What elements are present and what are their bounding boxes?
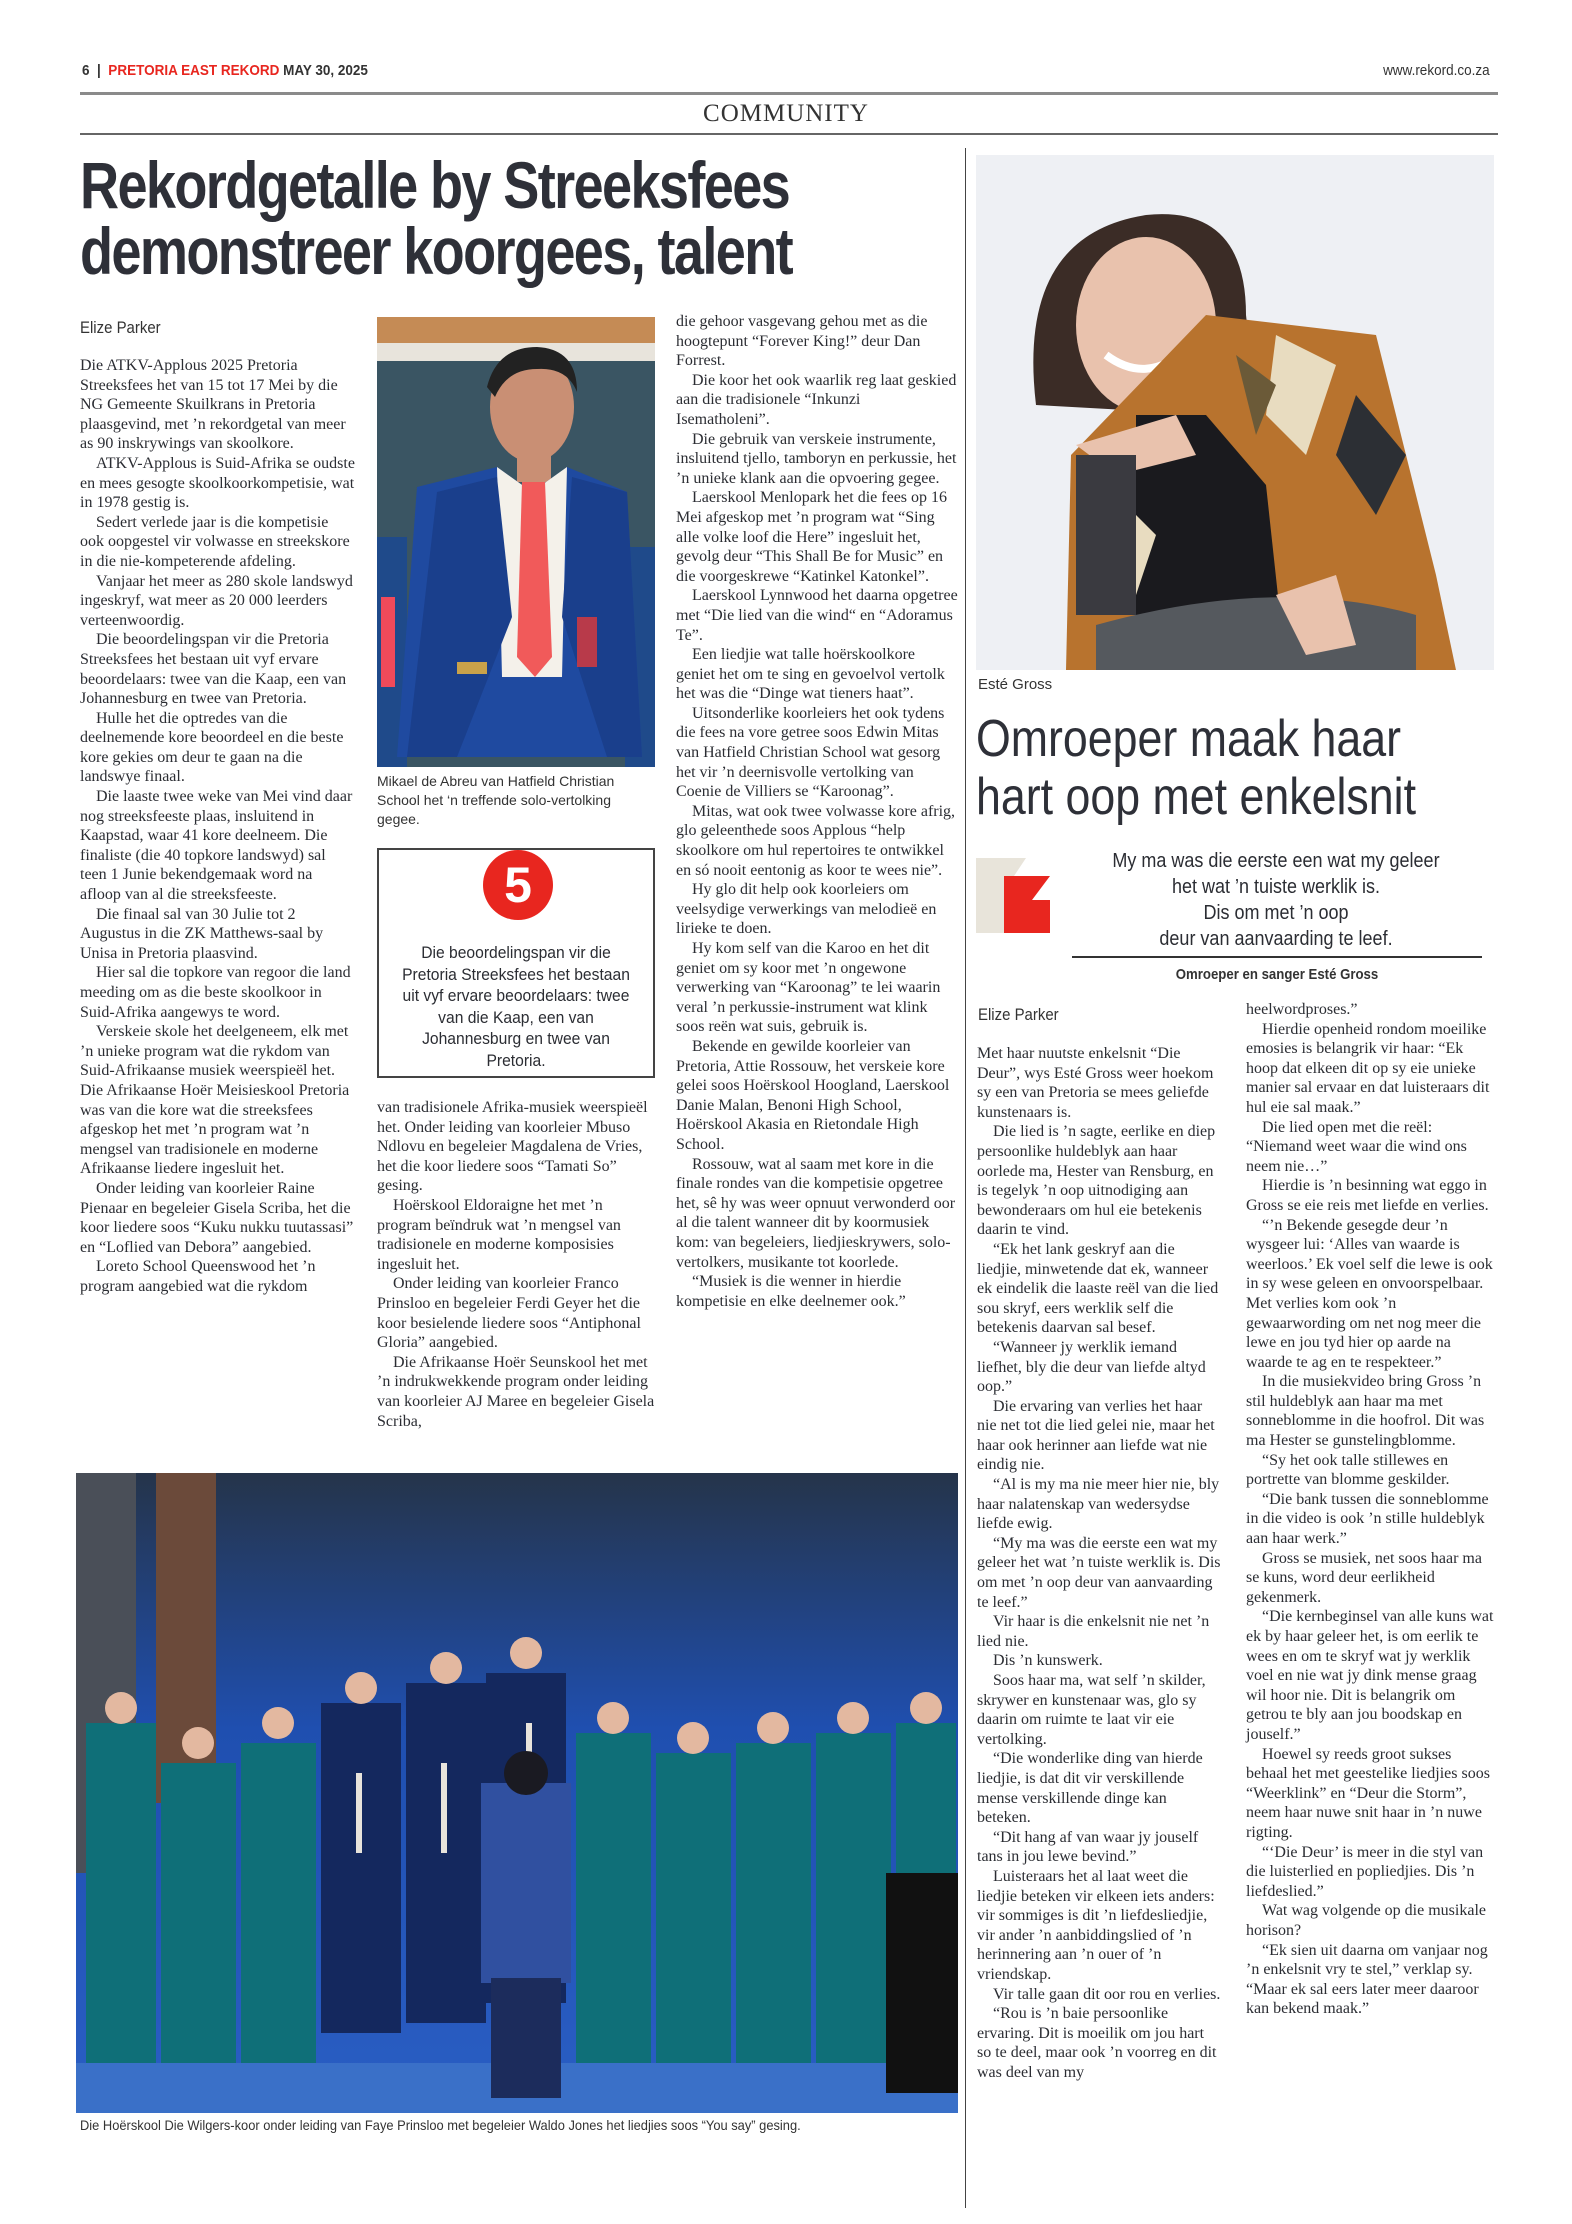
paragraph: “Dit hang af van waar jy jouself tans in jou lewe bevind.” [977, 1828, 1199, 1866]
quote-mark-icon [976, 848, 1050, 938]
choir-photo [76, 1473, 958, 2113]
section-title: COMMUNITY [703, 100, 869, 127]
paragraph: “Die kernbeginsel van alle kuns wat ek by haar geleer het, is om eerlik te wees en om te skryf wat jy werklik voel en nie wat jy dink mense graag wil hoor nie. Dit is belangrik om getrou te bly aan jou boodskap en jouself.” [1246, 1608, 1494, 1743]
soloist-photo-caption: Mikael de Abreu van Hatfield Christian School het ‘n treffende solo-vertolking gegee. [377, 773, 615, 827]
paragraph: Die ervaring van verlies het haar nie net tot die lied gelei nie, maar het haar ook herinner aan liefde wat nie eindig nie. [977, 1397, 1215, 1474]
paragraph: Hoërskool Eldoraigne het met ’n program beïndruk wat ’n mengsel van tradisionele en moderne komposisies ingesluit het. [377, 1196, 621, 1273]
paragraph: “Wanneer jy werklik iemand liefhet, bly die deur van liefde altyd oop.” [977, 1338, 1206, 1396]
pull-quote-line: het wat ’n tuiste werklik is. [1171, 876, 1381, 898]
paragraph: Luisteraars het al laat weet die liedjie beteken vir elkeen iets anders: vir sommiges is dit ’n liefdesliedjie, vir ander ’n aanbiddingslied of ’n herinnering aan ’n ouer of ’n vriendskap. [977, 1867, 1215, 1983]
paragraph: Hier sal die topkore van regoor die land meeding om as die beste skoolkoor in Suid-Afrika aangewys te word. [80, 964, 351, 1021]
headline-line: demonstreer koorgees, talent [80, 214, 793, 288]
soloist-photo [377, 317, 655, 767]
paragraph: “Musiek is die wenner in hierdie kompetisie en elke deelnemer ook.” [676, 1273, 906, 1310]
article1-column-2 [377, 1098, 657, 1431]
portrait-illustration [976, 155, 1494, 670]
paragraph: Met haar nuutste enkelsnit “Die Deur”, wys Esté Gross weer hoekom sy een van Pretoria se mees geliefde kunstenaars is. [977, 1045, 1214, 1121]
paragraph: Hoewel sy reeds groot sukses behaal het met geestelike liedjies soos “Weerklink” en “Deur die Storm”, neem haar nuwe snit haar in ’n nuwe rigting. [1246, 1745, 1490, 1841]
paragraph: Soos haar ma, wat self ’n skilder, skrywer en kunstenaar was, glo sy daarin om ruimte te laat vir eie vertolking. [977, 1672, 1206, 1748]
column-divider [965, 148, 966, 2208]
website-link[interactable]: www.rekord.co.za [1383, 62, 1490, 79]
paragraph: heelwordproses.” [1246, 1001, 1358, 1018]
paragraph: Rossouw, wat al saam met kore in die finale rondes van die kompetisie opgetree het, sê hy was weer opnuut verwonderd oor al die talent wanneer dit by koormusiek kom: van begeleiers, liedjieskrywers, solo-vertolkers, musikante tot koorlede. [676, 1155, 956, 1271]
page-number: 6 [82, 62, 90, 79]
header-rule [80, 92, 1498, 95]
headline-line: Rekordgetalle by Streeksfees [80, 148, 790, 222]
paragraph: Vir talle gaan dit oor rou en verlies. [993, 1985, 1221, 2003]
paragraph: “Ek het lank geskryf aan die liedjie, minwetende dat ek, wanneer ek eindelik die laaste reël van die lied sou skryf, eers werklik self die betekenis daarvan sal besef. [977, 1240, 1219, 1337]
paragraph: Loreto School Queenswood het ’n program aangebied wat die rykdom [80, 1258, 316, 1295]
paragraph: “Ek sien uit daarna om vanjaar nog ’n enkelsnit vry te stel,” verklap sy. “Maar ek sal eers later meer daaroor kan bekend maak.” [1246, 1941, 1488, 2018]
paragraph: Sedert verlede jaar is die kompetisie ook oopgestel vir volwasse en streekskore in die nie-kompeterende afdeling. [80, 513, 350, 570]
paragraph: Die beoordelingspan vir die Pretoria Streeksfees het bestaan uit vyf ervare beoordelaars: twee van die Kaap, een van Johannesburg en twee van Pretoria. [80, 631, 347, 708]
paragraph: Die gebruik van verskeie instrumente, insluitend tjello, tamboryn en perkussie, het ’n unieke klank aan die opvoering gegee. [676, 430, 957, 487]
paragraph: Die lied open met die reël: “Niemand weet waar die wind ons neem nie…” [1246, 1118, 1467, 1175]
folio-separator: | [97, 62, 101, 79]
este-gross-portrait [976, 155, 1494, 670]
headline-line: Omroeper maak haar [976, 710, 1402, 768]
article2-column-1 [977, 1044, 1222, 2082]
pull-quote-line: deur van aanvaarding te leef. [1159, 928, 1393, 950]
paragraph: Laerskool Lynnwood het daarna opgetree met “Die lied van die wind“ en “Adoramus Te”. [676, 587, 958, 644]
paragraph: Die finaal sal van 30 Julie tot 2 Augustus in die ZK Matthews-saal by Unisa in Pretoria plaasvind. [80, 905, 324, 962]
pull-quote-line: Dis om met ’n oop [1203, 902, 1349, 924]
paragraph: “Die bank tussen die sonneblomme in die video is ook ’n stille huldeblyk aan haar werk.” [1246, 1490, 1489, 1548]
paragraph: In die musiekvideo bring Gross ’n stil huldeblyk aan haar ma met sonneblomme in die hoofrol. Dit was ma Hester se gunstelingblomme. [1246, 1373, 1485, 1450]
paragraph: Gross se musiek, net soos haar ma se kuns, word deur eerlikheid gekenmerk. [1246, 1549, 1482, 1606]
paragraph: Bekende en gewilde koorleier van Pretoria, Attie Rossouw, het verskeie kore gelei soos Hoërskool Hoogland, Laerskool Danie Malan, Benoni High School, Hoërskool Akasia en Rietondale High School. [676, 1037, 950, 1153]
article2-byline: Elize Parker [978, 1005, 1059, 1024]
paragraph: Verskeie skole het deelgeneem, elk met ’n unieke program wat die rykdom van Suid-Afrikaanse musiek weerspieël het. Die Afrikaanse Hoër Meisieskool Pretoria was van die kore wat die streeksfees afgeskop het met ’n program wat ’n mengsel van tradisionele en moderne Afrikaanse liedere ingesluit het. [80, 1023, 350, 1178]
factbox-number-badge: 5 [483, 850, 553, 920]
paragraph: “Rou is ’n baie persoonlike ervaring. Dit is moeilik om jou hart so te deel, maar ook ’n voorreg en dit was deel van my [977, 2005, 1217, 2081]
paragraph: die gehoor vasgevang gehou met as die hoogtepunt “Forever King!” deur Dan Forrest. [676, 313, 928, 370]
paragraph: Onder leiding van koorleier Franco Prinsloo en begeleier Ferdi Geyer het die koor besielende liedere soos “Antiphonal Gloria” aangebied. [377, 1275, 641, 1352]
paragraph: Hy kom self van die Karoo en het dit geniet om sy koor met ’n ongewone verwerking van “Karoonag” te lei waarin veral ’n perkussie-instrument wat klink soos reën wat suis, gebruik is. [676, 940, 941, 1036]
soloist-photo-illustration [377, 317, 655, 767]
paragraph: Hierdie is ’n besinning wat eggo in Gross se eie reis met liefde en verlies. [1246, 1177, 1489, 1214]
pull-quote-attribution: Omroeper en sanger Esté Gross [1175, 966, 1379, 983]
paragraph: Hy glo dit help ook koorleiers om veelsydige verwerkings van melodieë en lirieke te doen. [676, 881, 937, 938]
paragraph: “‘Die Deur’ is meer in die styl van die luisterlied en popliedjies. Dis ’n liefdeslied.” [1246, 1843, 1484, 1900]
article1-column-1 [80, 356, 355, 1297]
article1-column-3 [676, 312, 958, 1311]
page-folio [82, 62, 1490, 84]
paragraph: Dis ’n kunswerk. [993, 1652, 1103, 1670]
paragraph: van tradisionele Afrika-musiek weerspieël het. Onder leiding van koorleier Mbuso Ndlovu en begeleier Magdalena de Vries, het die koor liedere soos “Tamati So” gesing. [377, 1099, 648, 1195]
choir-photo-illustration [76, 1473, 958, 2113]
paragraph: “Sy het ook talle stillewes en portrette van blomme geskilder. [1246, 1451, 1450, 1489]
pull-quote-line: My ma was die eerste een wat my geleer [1112, 850, 1440, 872]
paragraph: Hierdie openheid rondom moeilike emosies is belangrik vir haar: “Ek hoop dat elkeen dit op sy eie unieke manier sal ervaar en dat luisteraars dit hul eie sal maak.” [1246, 1020, 1490, 1116]
paragraph: Die Afrikaanse Hoër Seunskool het met ’n indrukwekkende program onder leiding van koorleier AJ Maree en begeleier Gisela Scriba, [377, 1353, 655, 1430]
paragraph: “Die wonderlike ding van hierde liedjie, is dat dit vir verskillende mense verskillende dinge kan beteken. [977, 1750, 1203, 1827]
article1-headline [80, 148, 941, 288]
factbox-text: Die beoordelingspan vir die Pretoria Streeksfees het bestaan uit vyf ervare beoordelaars: twee van die Kaap, een van Johannesburg en twee van Pretoria. [402, 943, 630, 1070]
article2-column-2 [1246, 1000, 1496, 2019]
portrait-caption: Esté Gross [978, 676, 1053, 693]
pull-quote-rule [1072, 956, 1482, 958]
paragraph: ATKV-Applous is Suid-Afrika se oudste en mees gesogte skoolkoorkompetisie, wat in 1978 gestig is. [80, 454, 355, 512]
paragraph: Wat wag volgende op die musikale horison? [1246, 1902, 1486, 1939]
paragraph: Een liedjie wat talle hoërskoolkore geniet het om te sing en gevoelvol vertolk het was die “Dinge wat tieners haat”. [676, 646, 945, 703]
paragraph: Uitsonderlike koorleiers het ook tydens die fees na vore getree soos Edwin Mitas van Hatfield Christian School wat gesorg het vir ’n deernisvolle vertolking van Coenie de Villiers se “Karoonag”. [676, 704, 945, 801]
paragraph: Mitas, wat ook twee volwasse kore afrig, glo geleenthede soos Applous “help skoolkore om hul repertoires te ontwikkel en só nooit eentonig as koor te wees nie”. [676, 802, 956, 879]
section-rule [80, 133, 1498, 135]
paragraph: Vanjaar het meer as 280 skole landswyd ingeskryf, wat meer as 20 000 leerders verteenwoordig. [80, 572, 353, 629]
paragraph: Laerskool Menlopark het die fees op 16 Mei afgeskop met ’n program wat “Sing alle volke loof die Here” ingesluit het, gevolg deur “This Shall Be for Music” en die voorgeskrewe “Katinkel Katonkel”. [676, 489, 948, 585]
paragraph: Vir haar is die enkelsnit nie net ’n lied nie. [977, 1613, 1210, 1650]
paragraph: Hulle het die optredes van die deelnemende kore beoordeel en die beste kore gekies om deur te gaan na die landswye finaal. [80, 709, 344, 786]
issue-date: MAY 30, 2025 [283, 62, 368, 79]
article1-byline: Elize Parker [80, 318, 161, 337]
pull-quote-text [1078, 848, 1474, 952]
pull-quote [976, 848, 1496, 988]
paragraph: Die lied is ’n sagte, eerlike en diep persoonlike huldeblyk aan haar oorlede ma, Hester van Rensburg, en is tegelyk ’n oop uitnodiging aan bewonderaars om hul eie betekenis daarin te vind. [977, 1123, 1216, 1239]
paragraph: “’n Bekende gesegde deur ’n wysgeer lui: ‘Alles van waarde is weerloos.’ Ek voel self die lewe is ook in sy wese geleen en onvoorspelbaar. Met verlies kom ook ’n gewaarwording om net nog meer die lewe en jou tyd hier op aarde na waarde te ag en te respekteer.” [1246, 1216, 1493, 1371]
article2-headline [976, 710, 1458, 826]
headline-line: hart oop met enkelsnit [976, 768, 1416, 826]
paragraph: Die laaste twee weke van Mei vind daar nog streeksfeeste plaas, insluitend in Kaapstad, waar 41 kore deelneem. Die finaliste (die 40 topkore landswyd) sal teen 1 Junie bekendgemaak word na afloop van al die streeksfeeste. [80, 788, 353, 904]
choir-photo-caption: Die Hoërskool Die Wilgers-koor onder leiding van Faye Prinsloo met begeleier Waldo Jones het liedjies soos “You say” gesing. [80, 2117, 801, 2133]
paragraph: “Al is my ma nie meer hier nie, bly haar nalatenskap van wedersydse liefde ewig. [977, 1476, 1220, 1533]
paragraph: Die ATKV-Applous 2025 Pretoria Streeksfees het van 15 tot 17 Mei by die NG Gemeente Skuilkrans in Pretoria plaasgevind, met ’n rekordgetal van meer as 90 inskrywings van skoolkore. [80, 357, 346, 453]
paragraph: Onder leiding van koorleier Raine Pienaar en begeleier Gisela Scriba, het die koor liedere soos “Kuku nukku tuutassasi” en “Loflied van Debora” aangebied. [80, 1179, 354, 1256]
paragraph: Die koor het ook waarlik reg laat geskied aan die tradisionele “Inkunzi Isematholeni”. [676, 371, 957, 428]
paragraph: “My ma was die eerste een wat my geleer het wat ’n tuiste werklik is. Dis om met ’n oop deur van aanvaarding te leef.” [977, 1534, 1221, 1611]
factbox [377, 848, 655, 1078]
publication-name: PRETORIA EAST REKORD [108, 62, 280, 79]
